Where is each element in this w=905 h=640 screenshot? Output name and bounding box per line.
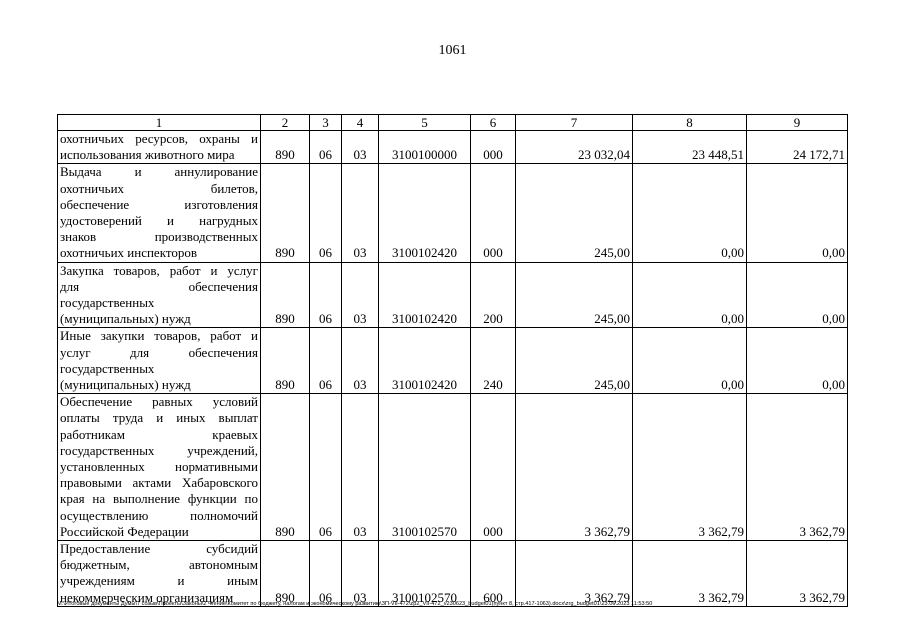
row-name-line: для обеспечения [60,278,258,294]
target-article-cell: 3100102420 [379,262,471,328]
amount-year3-cell: 3 362,79 [747,394,848,541]
section-code-cell: 06 [310,131,342,164]
row-name-line: Российской Федерации [60,523,189,539]
target-article-cell: 3100100000 [379,131,471,164]
expense-type-cell: 200 [471,262,516,328]
amount-year3-cell: 3 362,79 [747,541,848,607]
row-name-line: охотничьих инспекторов [60,245,197,261]
row-name-line: правовыми актами Хабаровского [60,475,258,491]
expense-type-cell: 000 [471,164,516,262]
row-name-line: государственных учреждений, [60,442,258,458]
row-name-cell [58,131,261,164]
budget-table [57,114,848,607]
row-name-line: Обеспечение равных условий [60,394,258,410]
row-name-line: оплаты труда и иных выплат [60,410,258,426]
amount-year1-cell: 245,00 [516,164,633,262]
row-name-cell [58,164,261,262]
amount-year1-cell: 3 362,79 [516,394,633,541]
amount-year1-cell: 3 362,79 [516,541,633,607]
amount-year2-cell: 0,00 [633,164,747,262]
row-name-line: осуществлению полномочий [60,507,258,523]
subsection-code-cell: 03 [342,262,379,328]
section-code-cell: 06 [310,541,342,607]
target-article-cell: 3100102420 [379,328,471,394]
column-header-2: 2 [261,115,310,131]
ministry-code-cell: 890 [261,328,310,394]
row-name-line: Выдача и аннулирование [60,164,258,180]
row-name-line: (муниципальных) нужд [60,311,191,327]
row-name-line: (муниципальных) нужд [60,377,191,393]
row-name-line: удостоверений и нагрудных [60,213,258,229]
expense-type-cell: 240 [471,328,516,394]
amount-year1-cell: 245,00 [516,262,633,328]
row-name-line: Предоставление субсидий [60,541,258,557]
amount-year3-cell: 0,00 [747,262,848,328]
ministry-code-cell: 890 [261,394,310,541]
row-name-line: Закупка товаров, работ и услуг [60,262,258,278]
table-row [58,541,848,607]
amount-year2-cell: 3 362,79 [633,541,747,607]
table-row [58,131,848,164]
amount-year2-cell: 0,00 [633,328,747,394]
expense-type-cell: 000 [471,394,516,541]
subsection-code-cell: 03 [342,541,379,607]
row-name-line: учреждениям и иным [60,573,258,589]
ministry-code-cell: 890 [261,262,310,328]
table-row [58,394,848,541]
section-code-cell: 06 [310,328,342,394]
table-row [58,328,848,394]
amount-year2-cell: 23 448,51 [633,131,747,164]
amount-year1-cell: 245,00 [516,328,633,394]
row-name-cell [58,541,261,607]
row-name-line: государственных [60,360,155,376]
row-name-line: края на выполнение функции по [60,491,258,507]
row-name-line: использования животного мира [60,147,235,163]
row-name-line: охотничьих билетов, [60,180,258,196]
expense-type-cell: 600 [471,541,516,607]
row-name-cell [58,262,261,328]
subsection-code-cell: 03 [342,394,379,541]
amount-year2-cell: 3 362,79 [633,394,747,541]
column-header-6: 6 [471,115,516,131]
row-name-cell [58,394,261,541]
subsection-code-cell: 03 [342,164,379,262]
header-row [58,115,848,131]
subsection-code-cell: 03 [342,328,379,394]
document-file-path: M:\Итоговые документы Думы\7 созыв\Проекты\Законы\2 чтение\Комитет по бюджету, налогам и экономическому развитию\ЗП-VII-472\zp2_VII-472_v230623_budget01(пункт 8, стр.417-1063).docx\zrg_budget01\23.06.2023 11:53:50 [57,601,653,607]
section-code-cell: 06 [310,262,342,328]
target-article-cell: 3100102570 [379,541,471,607]
column-header-9: 9 [747,115,848,131]
column-header-1: 1 [58,115,261,131]
row-name-line: Иные закупки товаров, работ и [60,328,258,344]
row-name-line: установленных нормативными [60,459,258,475]
row-name-cell [58,328,261,394]
amount-year3-cell: 0,00 [747,164,848,262]
column-header-5: 5 [379,115,471,131]
amount-year1-cell: 23 032,04 [516,131,633,164]
column-header-4: 4 [342,115,379,131]
ministry-code-cell: 890 [261,131,310,164]
ministry-code-cell: 890 [261,541,310,607]
row-name-line: работникам краевых [60,426,258,442]
row-name-line: знаков производственных [60,229,258,245]
table-body [58,115,848,607]
row-name-line: государственных [60,295,155,311]
page-number: 1061 [438,43,467,58]
column-header-3: 3 [310,115,342,131]
amount-year3-cell: 0,00 [747,328,848,394]
expense-type-cell: 000 [471,131,516,164]
column-header-8: 8 [633,115,747,131]
section-code-cell: 06 [310,164,342,262]
amount-year2-cell: 0,00 [633,262,747,328]
table-row [58,164,848,262]
section-code-cell: 06 [310,394,342,541]
target-article-cell: 3100102570 [379,394,471,541]
row-name-line: обеспечение изготовления [60,196,258,212]
row-name-line: услуг для обеспечения [60,344,258,360]
amount-year3-cell: 24 172,71 [747,131,848,164]
row-name-line: некоммерческим организациям [60,589,234,605]
target-article-cell: 3100102420 [379,164,471,262]
ministry-code-cell: 890 [261,164,310,262]
row-name-line: бюджетным, автономным [60,557,258,573]
row-name-line: охотничьих ресурсов, охраны и [60,131,258,146]
column-header-7: 7 [516,115,633,131]
subsection-code-cell: 03 [342,131,379,164]
table-row [58,262,848,328]
